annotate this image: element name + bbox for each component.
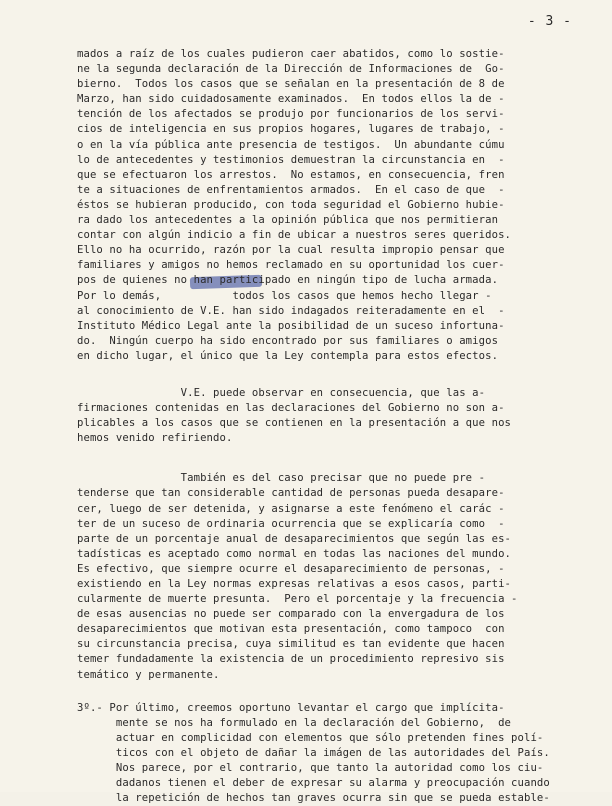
text-line: éstos se hubieran producido, con toda seguridad el Gobierno hubie-	[77, 198, 505, 211]
text-line: cularmente de muerte presunta. Pero el porcentaje y la frecuencia -	[77, 593, 518, 606]
text-line: actuar en complicidad con elementos que sólo pretenden fines polí-	[77, 731, 544, 744]
text-line: al conocimiento de V.E. han sido indagados reiteradamente en el -	[77, 304, 505, 317]
text-line: 3º.- Por último, creemos oportuno levantar el cargo que implícita-	[77, 701, 505, 714]
text-line: V.E. puede observar en consecuencia, que las a-	[77, 386, 486, 399]
text-line: existiendo en la Ley normas expresas relativas a esos casos, parti-	[77, 578, 512, 590]
text-line: temático y permanente.	[77, 668, 220, 681]
paragraph-1	[77, 47, 577, 364]
paragraph-4	[77, 701, 577, 806]
page-number: - 3 -	[527, 14, 572, 29]
text-line: tenderse que tan considerable cantidad de personas pueda desapare-	[77, 487, 505, 500]
text-line: firmaciones contenidas en las declaraciones del Gobierno no son a-	[77, 402, 505, 415]
text-line: cer, luego de ser detenida, y asignarse a este fenómeno el carác -	[77, 502, 505, 515]
text-line: ne la segunda declaración de la Dirección de Informaciones de Go-	[77, 63, 505, 76]
text-line: su circunstancia precisa, cuya similitud es tan evidente que hacen	[77, 638, 505, 651]
text-line: hemos venido refiriendo.	[77, 432, 233, 445]
text-line: do. Ningún cuerpo ha sido encontrado por sus familiares o amigos	[77, 334, 499, 347]
text-line: lo de antecedentes y testimonios demuestran la circunstancia en -	[77, 153, 505, 166]
text-line: También es del caso precisar que no puede pre -	[77, 472, 486, 485]
text-line: Ello no ha ocurrido, razón por la cual resulta impropio pensar que	[77, 244, 505, 257]
text-line: mados a raíz de los cuales pudieron caer abatidos, como lo sostie-	[77, 48, 505, 60]
text-line: ter de un suceso de ordinaria ocurrencia que se explicaría como -	[77, 517, 505, 530]
text-line: ra dado los antecedentes a la opinión pública que nos permitieran	[77, 214, 499, 227]
text-line: de esas ausencias no puede ser comparado con la envergadura de los	[77, 608, 505, 621]
text-line: contar con algún indicio a fin de ubicar a nuestros seres queridos.	[77, 229, 512, 242]
text-line: plicables a los casos que se contienen en la presentación a que nos	[77, 417, 512, 430]
text-line: la repetición de hechos tan graves ocurra sin que se pueda estable-	[77, 792, 550, 805]
text-line: parte de un porcentaje anual de desaparecimientos que según las es-	[77, 532, 512, 545]
text-line: familiares y amigos no hemos reclamado en su oportunidad los cuer-	[77, 259, 505, 272]
text-line: o en la vía pública ante presencia de testigos. Un abundante cúmu	[77, 138, 505, 151]
text-line: Instituto Médico Legal ante la posibilidad de un suceso infortuna-	[77, 319, 505, 332]
text-line: te a situaciones de enfrentamientos armados. En el caso de que -	[77, 183, 505, 196]
text-line: ticos con el objeto de dañar la imágen de las autoridades del País.	[77, 746, 550, 759]
text-line: Por lo demás, todos los casos que hemos hecho llegar -	[77, 289, 492, 302]
text-line: desaparecimientos que motivan esta presentación, como tampoco con	[77, 623, 505, 636]
text-line: Marzo, han sido cuidadosamente examinados. En todos ellos la de -	[77, 93, 505, 106]
text-line: Es efectivo, que siempre ocurre el desaparecimiento de personas, -	[77, 562, 505, 575]
text-line: bierno. Todos los casos que se señalan en la presentación de 8 de	[77, 78, 505, 91]
text-line: tención de los afectados se produjo por funcionarios de los servi-	[77, 108, 505, 121]
text-line: Nos parece, por el contrario, que tanto la autoridad como los ciu-	[77, 762, 544, 775]
text-line: cios de inteligencia en sus propios hogares, lugares de trabajo, -	[77, 123, 505, 136]
paragraph-3	[77, 471, 577, 682]
text-line: mente se nos ha formulado en la declaración del Gobierno, de	[77, 716, 512, 729]
text-line: que se efectuaron los arrestos. No estamos, en consecuencia, fren	[77, 168, 505, 181]
paragraph-2	[77, 386, 577, 446]
text-line: en dicho lugar, el único que la Ley contempla para estos efectos.	[77, 349, 499, 362]
text-line: temer fundadamente la existencia de un procedimiento represivo sis	[77, 653, 505, 666]
document-body	[77, 47, 577, 806]
text-line: tadísticas es aceptado como normal en todas las naciones del mundo.	[77, 547, 512, 560]
text-line: pos de quienes no han participado en ningún tipo de lucha armada.	[77, 274, 499, 287]
text-line: dadanos tienen el deber de expresar su alarma y preocupación cuando	[77, 777, 550, 790]
